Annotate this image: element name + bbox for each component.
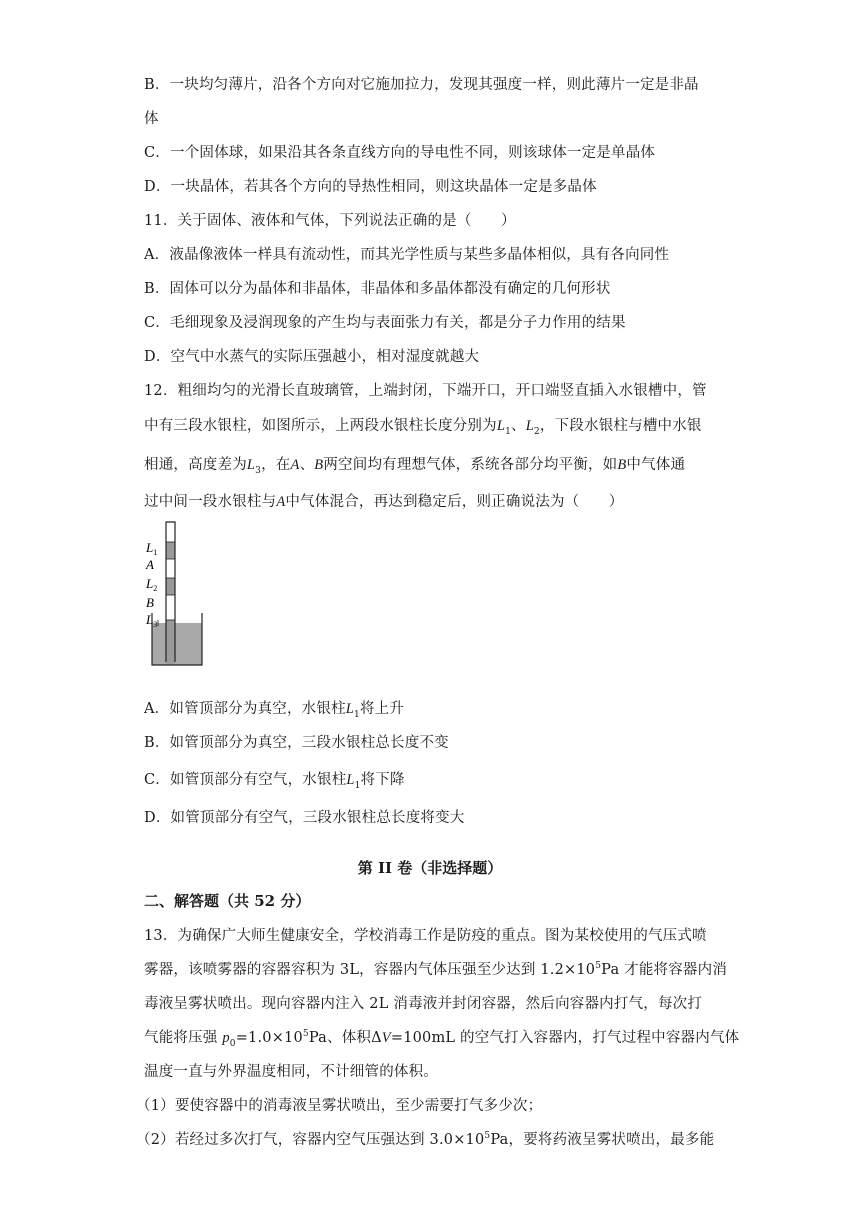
mercury-tube-figure (144, 518, 206, 670)
q13-subquestion-1: （1）要使容器中的消毒液呈雾状喷出，至少需要打气多少次； (136, 1098, 543, 1114)
q12-option-b: B．如管顶部分为真空，三段水银柱总长度不变 (144, 735, 449, 751)
q13-line2: 雾器，该喷雾器的容器容积为 3L，容器内气体压强至少达到 $1.2\times 10^5Pa$ 才能将容器内消 (144, 961, 728, 978)
q12-stem-line4: 过中间一段水银柱与A中气体混合，再达到稳定后，则正确说法为（ ） (144, 494, 624, 510)
q12-option-d: D．如管顶部分有空气，三段水银柱总长度将变大 (144, 810, 465, 826)
figure-label-l3: $L_3$ (146, 612, 158, 629)
mercury-column-l2 (166, 578, 175, 595)
q10-option-b-line2: 体 (144, 111, 159, 127)
mercury-column-l1 (166, 542, 175, 559)
figure-label-b: B (146, 595, 154, 610)
part-two-title: 第 II 卷（非选择题） (357, 859, 503, 877)
q12-option-a: A．如管顶部分为真空，水银柱$L_1$将上升 (144, 701, 405, 720)
q13-line1: 13．为确保广大师生健康安全，学校消毒工作是防疫的重点。图为某校使用的气压式喷 (144, 928, 707, 944)
q10-option-c: C．一个固体球，如果沿其各条直线方向的导电性不同，则该球体一定是单晶体 (144, 145, 656, 161)
q13-line3: 毒液呈雾状喷出。现向容器内注入 2L 消毒液并封闭容器，然后向容器内打气，每次打 (144, 996, 703, 1012)
q11-stem: 11．关于固体、液体和气体，下列说法正确的是（ ） (144, 213, 516, 229)
q13-line4: 气能将压强 $p_0=1.0\times 10^5Pa$、体积ΔV=100mL 的空气打入容器内，打气过程中容器内气体 (144, 1029, 740, 1049)
trough-mercury (152, 623, 202, 665)
figure-label-a: A (146, 557, 154, 572)
q13-subquestion-2: （2）若经过多次打气，容器内空气压强达到 $3.0\times 10^5Pa$，要将药液呈雾状喷出，最多能 (136, 1131, 715, 1148)
q11-option-b: B．固体可以分为晶体和非晶体，非晶体和多晶体都没有确定的几何形状 (144, 281, 611, 297)
q12-option-c: C．如管顶部分有空气，水银柱$L_1$将下降 (144, 772, 405, 791)
q11-option-c: C．毛细现象及浸润现象的产生均与表面张力有关，都是分子力作用的结果 (144, 315, 626, 331)
q11-option-d: D．空气中水蒸气的实际压强越小，相对湿度就越大 (144, 349, 480, 365)
q12-stem-line2: 中有三段水银柱，如图所示，上两段水银柱长度分别为$L_1$、$L_2$，下段水银柱与槽中水银 (144, 418, 702, 437)
q13-line5: 温度一直与外界温度相同，不计细管的体积。 (144, 1064, 438, 1080)
mercury-column-l3 (166, 620, 175, 664)
q12-stem-line3: 相通，高度差为$L_3$，在A、B两空间均有理想气体，系统各部分均平衡，如B中气体通 (144, 457, 686, 476)
figure-label-l2: $L_2$ (146, 576, 158, 593)
figure-label-l1: $L_1$ (146, 540, 158, 557)
q10-option-b-line1: B．一块均匀薄片，沿各个方向对它施加拉力，发现其强度一样，则此薄片一定是非晶 (144, 77, 699, 93)
q10-option-d: D．一块晶体，若其各个方向的导热性相同，则这块晶体一定是多晶体 (144, 179, 597, 195)
q12-stem-line1: 12．粗细均匀的光滑长直玻璃管，上端封闭，下端开口，开口端竖直插入水银槽中，管 (144, 383, 707, 399)
q11-option-a: A．液晶像液体一样具有流动性，而其光学性质与某些多晶体相似，具有各向同性 (144, 247, 670, 263)
section-heading: 二、解答题（共 52 分） (144, 892, 311, 910)
